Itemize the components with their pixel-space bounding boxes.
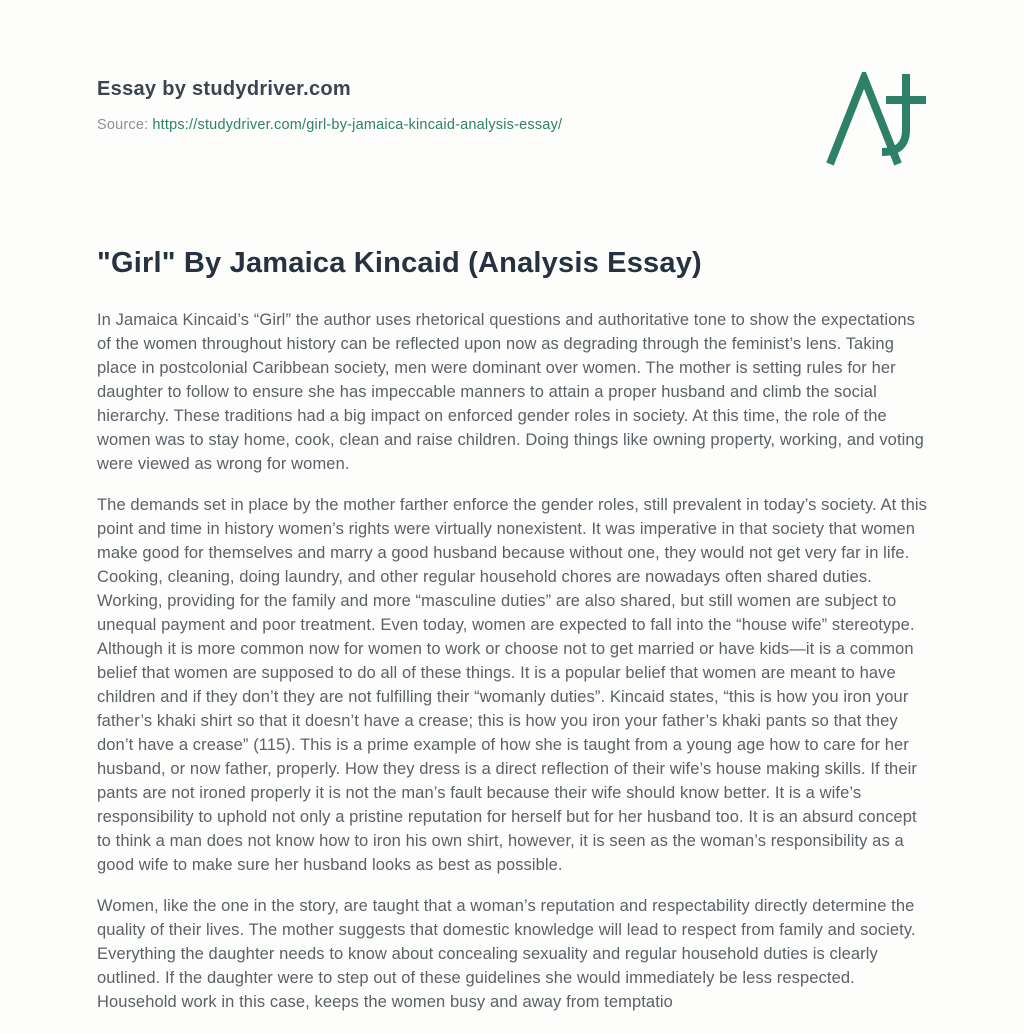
essay-body — [97, 308, 927, 1014]
source-line — [97, 117, 927, 133]
source-url-link[interactable]: https://studydriver.com/girl-by-jamaica-kincaid-analysis-essay/ — [152, 117, 563, 133]
essay-byline: Essay by studydriver.com — [97, 78, 351, 100]
source-label: Source: — [97, 117, 149, 133]
essay-paragraph-3: Women, like the one in the story, are taught that a woman’s reputation and respectability directly determine the quality of their lives. The mother suggests that domestic knowledge will lead to respect from family and society. Everything the daughter needs to know about concealing sexuality and regular household duties is clearly outlined. If the daughter were to step out of these guidelines she would immediately be less respected. Household work in this case, keeps the women busy and away from temptatio — [97, 897, 916, 1012]
essay-title: "Girl" By Jamaica Kincaid (Analysis Essay) — [97, 247, 702, 279]
essay-paragraph-2: The demands set in place by the mother farther enforce the gender roles, still prevalent in today’s society. At this point and time in history women’s rights were virtually nonexistent. It was imperative in that society that women make good for themselves and marry a good husband because without one, they would not get very far in life. Cooking, cleaning, doing laundry, and other regular household chores are nowadays often shared duties. Working, providing for the family and more “masculine duties” are also shared, but still women are subject to unequal payment and poor treatment. Even today, women are expected to fall into the “house wife” stereotype. Although it is more common now for women to work or choose not to get married or have kids—it is a common belief that women are supposed to do all of these things. It is a popular belief that women are meant to have children and if they don’t they are not fulfilling their “womanly duties”. Kincaid states, “this is how you iron your father’s khaki shirt so that it doesn’t have a crease; this is how you iron your father’s khaki pants so that they don’t have a crease” (115). This is a prime example of how she is taught from a young age how to care for her husband, or now father, properly. How they dress is a direct reflection of their wife’s house making skills. If their pants are not ironed properly it is not the man’s fault because their wife should know better. It is a wife’s responsibility to uphold not only a pristine reputation for herself but for her husband too. It is an absurd concept to think a man does not know how to iron his own shirt, however, it is seen as the woman’s responsibility as a good wife to make sure her husband looks as best as possible. — [97, 496, 928, 875]
essay-paragraph-1: In Jamaica Kincaid’s “Girl” the author uses rhetorical questions and authoritative tone to show the expectations of the women throughout history can be reflected upon now as degrading through the feminist’s lens. Taking place in postcolonial Caribbean society, men were dominant over women. The mother is setting rules for her daughter to follow to ensure she has impeccable manners to attain a proper husband and climb the social hierarchy. These traditions had a big impact on enforced gender roles in society. At this time, the role of the women was to stay home, cook, clean and raise children. Doing things like owning property, working, and voting were viewed as wrong for women. — [97, 311, 924, 474]
studydriver-logo-icon — [824, 72, 928, 168]
